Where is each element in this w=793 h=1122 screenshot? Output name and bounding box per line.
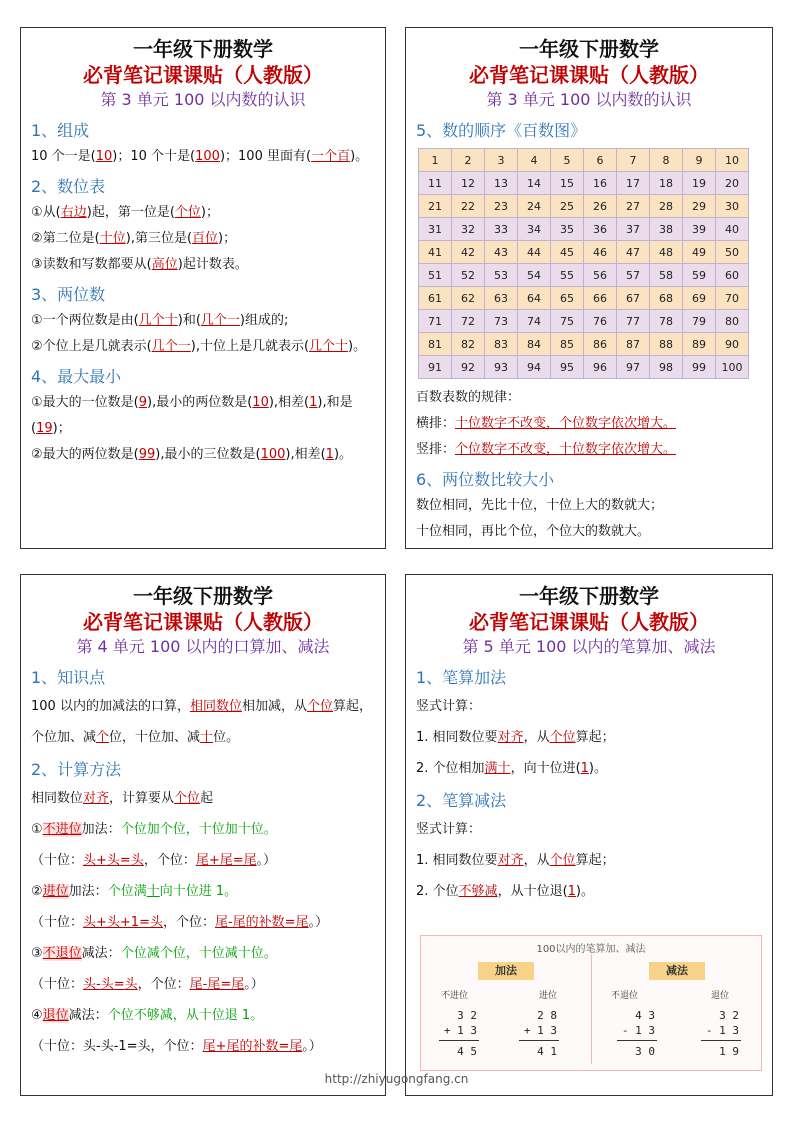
hundred-chart-cell: 72 <box>452 310 485 333</box>
rule-title: 百数表数的规律： <box>416 390 521 405</box>
hundred-chart-row <box>419 241 749 264</box>
hundred-chart-cell: 15 <box>551 172 584 195</box>
hundred-chart-cell: 73 <box>485 310 518 333</box>
figure-divider <box>591 954 592 1064</box>
hundred-chart-cell: 48 <box>650 241 683 264</box>
section-heading: 5、数的顺序《百数图》 <box>416 121 587 140</box>
rule-line: 横排：十位数字不改变，个位数字依次增大。 <box>416 416 677 431</box>
hundred-chart-cell: 65 <box>551 287 584 310</box>
vertical-calculation-figure <box>420 935 762 1071</box>
website-url: http://zhiyugongfang.cn <box>324 1072 469 1086</box>
hundred-chart-cell: 5 <box>551 149 584 172</box>
hundred-chart-cell: 42 <box>452 241 485 264</box>
note-line: 相同数位对齐，计算要从个位起 <box>31 791 214 806</box>
hundred-chart-cell: 54 <box>518 264 551 287</box>
hundred-chart-row <box>419 172 749 195</box>
note-line: 1. 相同数位要对齐，从个位算起； <box>416 730 615 745</box>
hundred-chart-cell: 32 <box>452 218 485 241</box>
section-heading: 6、两位数比较大小 <box>416 470 555 489</box>
borrow-label: 退位 <box>711 991 730 1001</box>
grade-title: 一年级下册数学 <box>519 37 659 61</box>
hundred-chart-cell: 67 <box>617 287 650 310</box>
hundred-chart-cell: 68 <box>650 287 683 310</box>
method-detail: （十位：头-头=头，个位：尾-尾=尾。） <box>31 977 264 992</box>
hundred-chart-cell: 25 <box>551 195 584 218</box>
grade-title: 一年级下册数学 <box>133 584 273 608</box>
hundred-chart-cell: 14 <box>518 172 551 195</box>
hundred-chart-row <box>419 356 749 379</box>
hundred-chart-row <box>419 264 749 287</box>
card-subtitle: 必背笔记课课贴（人教版） <box>83 63 323 87</box>
note-line: 1. 相同数位要对齐，从个位算起； <box>416 853 615 868</box>
hundred-chart-cell: 96 <box>584 356 617 379</box>
grade-title: 一年级下册数学 <box>519 584 659 608</box>
rule-line: 竖排：个位数字不改变，十位数字依次增大。 <box>416 442 677 457</box>
vertical-result: 1 9 <box>719 1045 739 1058</box>
hundred-chart-cell: 28 <box>650 195 683 218</box>
hundred-chart-cell: 52 <box>452 264 485 287</box>
hundred-chart-cell: 27 <box>617 195 650 218</box>
note-card-unit4 <box>20 574 386 1096</box>
hundred-chart-row <box>419 333 749 356</box>
hundred-chart-row <box>419 149 749 172</box>
card-subtitle: 必背笔记课课贴（人教版） <box>469 63 709 87</box>
hundred-chart-cell: 93 <box>485 356 518 379</box>
hundred-chart-cell: 80 <box>716 310 749 333</box>
hundred-chart-cell: 17 <box>617 172 650 195</box>
hundred-chart-cell: 41 <box>419 241 452 264</box>
unit-title: 第 5 单元 100 以内的笔算加、减法 <box>462 637 716 656</box>
no-borrow-label: 不退位 <box>611 991 639 1001</box>
section-heading: 1、知识点 <box>31 668 106 687</box>
hundred-chart-cell: 58 <box>650 264 683 287</box>
hundred-chart-cell: 95 <box>551 356 584 379</box>
hundred-chart-cell: 24 <box>518 195 551 218</box>
note-line: ①从(右边)起，第一位是(个位)； <box>31 205 219 220</box>
hundred-chart-row <box>419 287 749 310</box>
hundred-chart-cell: 10 <box>716 149 749 172</box>
hundred-chart-cell: 97 <box>617 356 650 379</box>
hundred-chart-cell: 26 <box>584 195 617 218</box>
vertical-operand: - 1 3 <box>621 1024 655 1037</box>
carry-label: 进位 <box>539 991 558 1001</box>
hundred-chart-cell: 2 <box>452 149 485 172</box>
hundred-chart-cell: 59 <box>683 264 716 287</box>
note-card-unit5 <box>405 574 773 1096</box>
method-detail: （十位：头+头+1=头，个位：尾-尾的补数=尾。） <box>31 915 329 930</box>
section-heading: 1、组成 <box>31 121 90 140</box>
note-line: ②最大的两位数是(99),最小的三位数是(100),相差(1)。 <box>31 447 353 462</box>
hundred-chart-cell: 53 <box>485 264 518 287</box>
note-line: 竖式计算： <box>416 699 482 714</box>
note-line: ②第二位是(十位),第三位是(百位)； <box>31 231 237 246</box>
hundred-chart-cell: 6 <box>584 149 617 172</box>
hundred-chart-cell: 74 <box>518 310 551 333</box>
note-line: 2. 个位相加满十，向十位进(1)。 <box>416 761 607 776</box>
grade-title: 一年级下册数学 <box>133 37 273 61</box>
hundred-chart-cell: 92 <box>452 356 485 379</box>
section-heading: 2、笔算减法 <box>416 791 507 810</box>
hundred-chart-cell: 12 <box>452 172 485 195</box>
hundred-chart-cell: 34 <box>518 218 551 241</box>
hundred-chart-cell: 30 <box>716 195 749 218</box>
vertical-result: 4 1 <box>537 1045 557 1058</box>
vertical-rule <box>439 1040 479 1041</box>
hundred-chart-cell: 11 <box>419 172 452 195</box>
hundred-chart-row <box>419 310 749 333</box>
note-line: ①最大的一位数是(9),最小的两位数是(10),相差(1),和是(19)； <box>31 395 353 436</box>
section-heading: 4、最大最小 <box>31 367 122 386</box>
hundred-chart-cell: 31 <box>419 218 452 241</box>
vertical-result: 4 5 <box>457 1045 477 1058</box>
hundred-chart-cell: 64 <box>518 287 551 310</box>
hundred-chart-cell: 70 <box>716 287 749 310</box>
hundred-chart-cell: 13 <box>485 172 518 195</box>
unit-title: 第 3 单元 100 以内数的认识 <box>100 90 306 109</box>
hundred-chart-cell: 46 <box>584 241 617 264</box>
vertical-operand: 3 2 <box>719 1009 739 1022</box>
note-line: 10 个一是(10)；10 个十是(100)；100 里面有(一个百)。 <box>31 149 369 164</box>
hundred-chart-cell: 37 <box>617 218 650 241</box>
hundred-chart-cell: 39 <box>683 218 716 241</box>
hundred-chart-cell: 83 <box>485 333 518 356</box>
hundred-chart-cell: 51 <box>419 264 452 287</box>
hundred-chart-row <box>419 195 749 218</box>
hundred-chart-cell: 44 <box>518 241 551 264</box>
hundred-chart-cell: 8 <box>650 149 683 172</box>
hundred-chart-cell: 1 <box>419 149 452 172</box>
hundred-chart-cell: 86 <box>584 333 617 356</box>
section-heading: 3、两位数 <box>31 285 106 304</box>
vertical-rule <box>701 1040 741 1041</box>
hundred-chart-cell: 55 <box>551 264 584 287</box>
hundred-chart-cell: 49 <box>683 241 716 264</box>
hundred-chart-cell: 88 <box>650 333 683 356</box>
card-subtitle: 必背笔记课课贴（人教版） <box>83 610 323 634</box>
hundred-chart-cell: 62 <box>452 287 485 310</box>
vertical-rule <box>617 1040 657 1041</box>
figure-title: 100以内的笔算加、减法 <box>536 944 646 955</box>
vertical-result: 3 0 <box>635 1045 655 1058</box>
hundred-chart-row <box>419 218 749 241</box>
hundred-chart-cell: 91 <box>419 356 452 379</box>
section-heading: 2、计算方法 <box>31 760 122 779</box>
hundred-chart-cell: 33 <box>485 218 518 241</box>
hundred-chart-cell: 75 <box>551 310 584 333</box>
vertical-operand: 2 8 <box>537 1009 557 1022</box>
hundred-chart-cell: 81 <box>419 333 452 356</box>
hundred-chart-cell: 56 <box>584 264 617 287</box>
hundred-chart-cell: 100 <box>716 356 749 379</box>
hundred-chart-cell: 79 <box>683 310 716 333</box>
hundred-chart-cell: 66 <box>584 287 617 310</box>
hundred-chart-cell: 63 <box>485 287 518 310</box>
hundred-chart-cell: 40 <box>716 218 749 241</box>
hundred-chart-cell: 87 <box>617 333 650 356</box>
hundred-chart-cell: 45 <box>551 241 584 264</box>
method-line: ③不退位减法：个位减个位，十位减十位。 <box>31 946 277 961</box>
hundred-chart-cell: 77 <box>617 310 650 333</box>
hundred-chart-cell: 89 <box>683 333 716 356</box>
note-line: ③读数和写数都要从(高位)起计数表。 <box>31 257 248 272</box>
hundred-chart-cell: 90 <box>716 333 749 356</box>
method-line: ①不进位加法：个位加个位，十位加十位。 <box>31 822 277 837</box>
hundred-chart-cell: 29 <box>683 195 716 218</box>
hundred-chart-cell: 3 <box>485 149 518 172</box>
note-line: ①一个两位数是由(几个十)和(几个一)组成的; <box>31 313 289 328</box>
note-line: 2. 个位不够减，从十位退(1)。 <box>416 884 594 899</box>
note-card-unit3-b <box>405 27 773 549</box>
hundred-chart-cell: 84 <box>518 333 551 356</box>
hundred-chart-cell: 85 <box>551 333 584 356</box>
subtraction-label: 减法 <box>649 962 705 980</box>
hundred-chart-cell: 4 <box>518 149 551 172</box>
hundred-chart-cell: 18 <box>650 172 683 195</box>
hundred-chart-cell: 19 <box>683 172 716 195</box>
vertical-operand: - 1 3 <box>705 1024 739 1037</box>
note-line: 100 以内的加减法的口算，相同数位相加减，从个位算起，个位加、减个位，十位加、减十位。 <box>31 699 373 745</box>
hundred-chart-cell: 20 <box>716 172 749 195</box>
section-heading: 1、笔算加法 <box>416 668 507 687</box>
unit-title: 第 4 单元 100 以内的口算加、减法 <box>76 637 330 656</box>
hundred-chart-cell: 9 <box>683 149 716 172</box>
method-detail: （十位：头-头-1=头，个位：尾+尾的补数=尾。） <box>31 1039 322 1054</box>
hundred-chart-cell: 82 <box>452 333 485 356</box>
hundred-chart-cell: 60 <box>716 264 749 287</box>
note-line: 数位相同，先比十位，十位上大的数就大； <box>416 498 664 513</box>
vertical-operand: + 1 3 <box>443 1024 477 1037</box>
hundred-chart-cell: 43 <box>485 241 518 264</box>
unit-title: 第 3 单元 100 以内数的认识 <box>486 90 692 109</box>
hundred-chart-cell: 16 <box>584 172 617 195</box>
hundred-chart-cell: 61 <box>419 287 452 310</box>
addition-label: 加法 <box>478 962 534 980</box>
vertical-operand: 4 3 <box>635 1009 655 1022</box>
note-line: 十位相同，再比个位，个位大的数就大。 <box>416 524 651 539</box>
hundred-chart-cell: 7 <box>617 149 650 172</box>
vertical-rule <box>519 1040 559 1041</box>
no-carry-label: 不进位 <box>441 991 469 1001</box>
hundred-chart-cell: 50 <box>716 241 749 264</box>
method-line: ②进位加法：个位满十向十位进 1。 <box>31 884 238 899</box>
hundred-chart-cell: 71 <box>419 310 452 333</box>
vertical-operand: 3 2 <box>457 1009 477 1022</box>
card-subtitle: 必背笔记课课贴（人教版） <box>469 610 709 634</box>
note-card-unit3-a <box>20 27 386 549</box>
vertical-operand: + 1 3 <box>523 1024 557 1037</box>
hundred-chart-cell: 35 <box>551 218 584 241</box>
hundred-chart-cell: 76 <box>584 310 617 333</box>
hundred-chart-cell: 99 <box>683 356 716 379</box>
hundred-chart-cell: 23 <box>485 195 518 218</box>
method-line: ④退位减法：个位不够减，从十位退 1。 <box>31 1008 264 1023</box>
hundred-chart-cell: 36 <box>584 218 617 241</box>
hundred-chart-cell: 21 <box>419 195 452 218</box>
hundred-chart-cell: 94 <box>518 356 551 379</box>
hundred-chart-cell: 22 <box>452 195 485 218</box>
hundred-chart <box>418 148 749 379</box>
section-heading: 2、数位表 <box>31 177 106 196</box>
hundred-chart-cell: 69 <box>683 287 716 310</box>
hundred-chart-cell: 57 <box>617 264 650 287</box>
hundred-chart-cell: 47 <box>617 241 650 264</box>
note-line: ②个位上是几就表示(几个一),十位上是几就表示(几个十)。 <box>31 339 367 354</box>
hundred-chart-cell: 98 <box>650 356 683 379</box>
hundred-chart-cell: 78 <box>650 310 683 333</box>
hundred-chart-cell: 38 <box>650 218 683 241</box>
note-line: 竖式计算： <box>416 822 482 837</box>
method-detail: （十位：头+头=头，个位：尾+尾=尾。） <box>31 853 277 868</box>
